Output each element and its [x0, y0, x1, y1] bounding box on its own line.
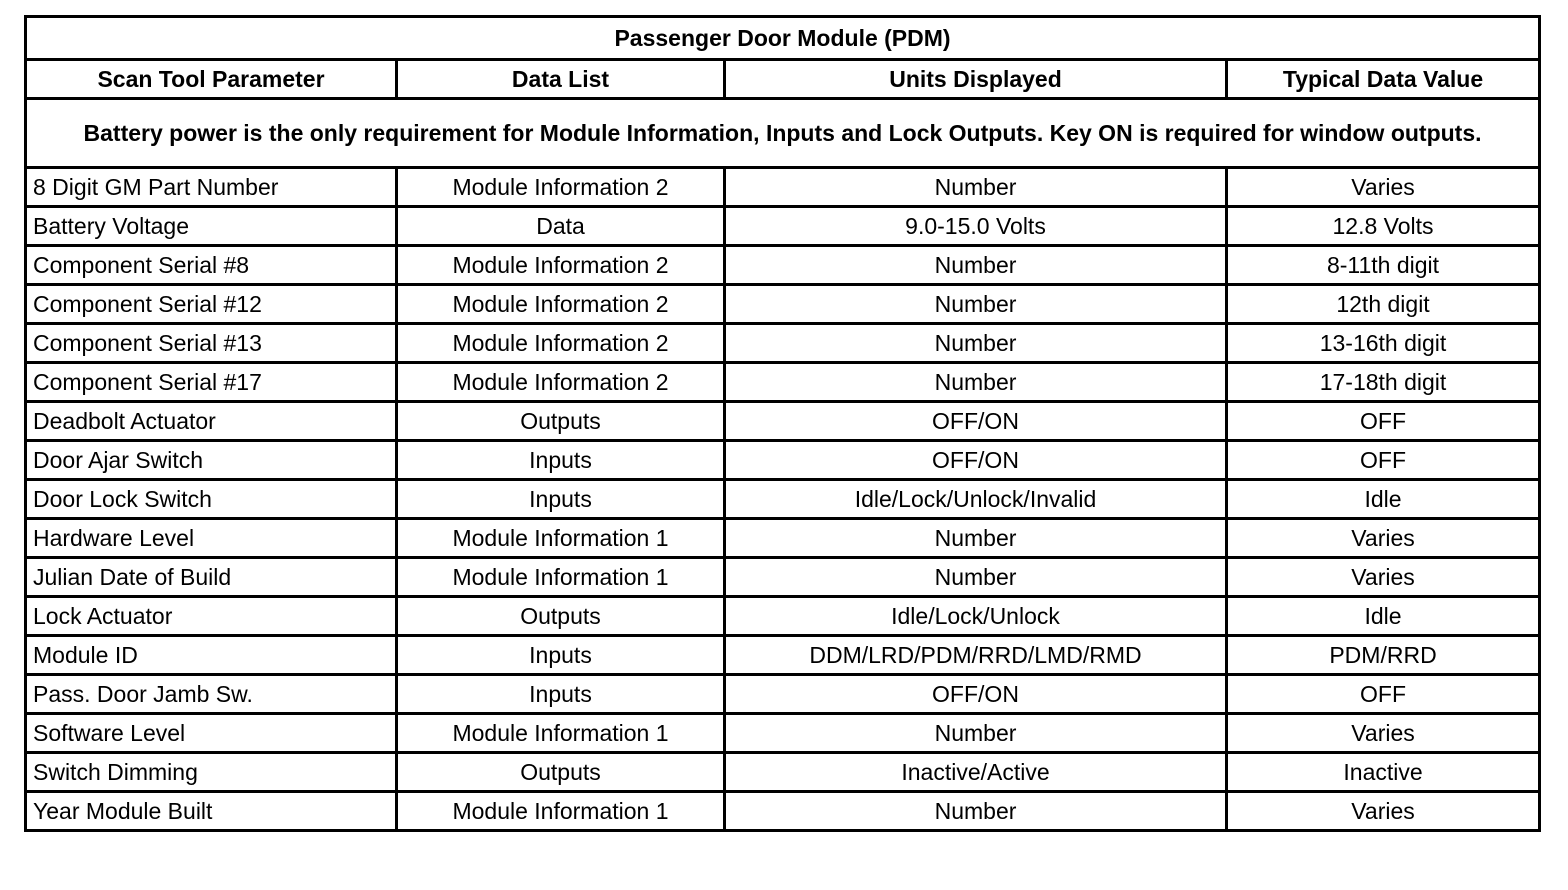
cell-data-list: Outputs	[397, 753, 725, 792]
cell-parameter: Lock Actuator	[26, 597, 397, 636]
cell-data-list: Module Information 1	[397, 519, 725, 558]
cell-typical-value: OFF	[1227, 675, 1540, 714]
column-header-units: Units Displayed	[725, 60, 1227, 99]
cell-typical-value: 17-18th digit	[1227, 363, 1540, 402]
table-row	[26, 597, 1540, 636]
cell-parameter: Deadbolt Actuator	[26, 402, 397, 441]
cell-units: Number	[725, 246, 1227, 285]
table-row	[26, 480, 1540, 519]
cell-typical-value: Varies	[1227, 792, 1540, 831]
table-row	[26, 168, 1540, 207]
table-row	[26, 558, 1540, 597]
cell-units: Number	[725, 168, 1227, 207]
table-row	[26, 519, 1540, 558]
table-row	[26, 753, 1540, 792]
cell-parameter: Component Serial #17	[26, 363, 397, 402]
table-row	[26, 363, 1540, 402]
table-row	[26, 402, 1540, 441]
column-header-parameter: Scan Tool Parameter	[26, 60, 397, 99]
table-title-row	[26, 17, 1540, 60]
cell-units: OFF/ON	[725, 675, 1227, 714]
cell-typical-value: Idle	[1227, 597, 1540, 636]
cell-data-list: Outputs	[397, 597, 725, 636]
cell-typical-value: 13-16th digit	[1227, 324, 1540, 363]
requirement-note-row	[26, 99, 1540, 168]
requirement-note: Battery power is the only requirement for Module Information, Inputs and Lock Outputs. Key ON is required for window outputs.	[26, 99, 1540, 168]
cell-typical-value: 8-11th digit	[1227, 246, 1540, 285]
table-row	[26, 207, 1540, 246]
cell-parameter: Pass. Door Jamb Sw.	[26, 675, 397, 714]
cell-parameter: Component Serial #13	[26, 324, 397, 363]
table-body	[26, 168, 1540, 831]
cell-typical-value: Varies	[1227, 519, 1540, 558]
table-row	[26, 285, 1540, 324]
cell-data-list: Module Information 1	[397, 558, 725, 597]
cell-units: OFF/ON	[725, 441, 1227, 480]
table-row	[26, 324, 1540, 363]
cell-data-list: Module Information 2	[397, 363, 725, 402]
cell-data-list: Inputs	[397, 441, 725, 480]
table-row	[26, 636, 1540, 675]
cell-parameter: Component Serial #8	[26, 246, 397, 285]
cell-units: Number	[725, 363, 1227, 402]
cell-data-list: Module Information 2	[397, 246, 725, 285]
cell-units: Idle/Lock/Unlock	[725, 597, 1227, 636]
column-header-row	[26, 60, 1540, 99]
cell-units: Number	[725, 285, 1227, 324]
cell-data-list: Data	[397, 207, 725, 246]
cell-units: OFF/ON	[725, 402, 1227, 441]
table-title: Passenger Door Module (PDM)	[26, 17, 1540, 60]
cell-data-list: Inputs	[397, 480, 725, 519]
column-header-data-list: Data List	[397, 60, 725, 99]
cell-typical-value: Inactive	[1227, 753, 1540, 792]
cell-units: Number	[725, 714, 1227, 753]
cell-typical-value: OFF	[1227, 441, 1540, 480]
cell-parameter: Switch Dimming	[26, 753, 397, 792]
cell-units: Inactive/Active	[725, 753, 1227, 792]
cell-data-list: Module Information 2	[397, 285, 725, 324]
cell-data-list: Inputs	[397, 675, 725, 714]
pdm-data-table	[24, 15, 1541, 832]
cell-data-list: Module Information 1	[397, 714, 725, 753]
cell-parameter: Door Lock Switch	[26, 480, 397, 519]
table-row	[26, 714, 1540, 753]
cell-typical-value: 12.8 Volts	[1227, 207, 1540, 246]
cell-parameter: Door Ajar Switch	[26, 441, 397, 480]
cell-typical-value: OFF	[1227, 402, 1540, 441]
cell-typical-value: Varies	[1227, 168, 1540, 207]
cell-parameter: 8 Digit GM Part Number	[26, 168, 397, 207]
cell-typical-value: PDM/RRD	[1227, 636, 1540, 675]
cell-data-list: Inputs	[397, 636, 725, 675]
cell-parameter: Hardware Level	[26, 519, 397, 558]
cell-units: DDM/LRD/PDM/RRD/LMD/RMD	[725, 636, 1227, 675]
cell-parameter: Software Level	[26, 714, 397, 753]
cell-units: Idle/Lock/Unlock/Invalid	[725, 480, 1227, 519]
cell-typical-value: 12th digit	[1227, 285, 1540, 324]
table-row	[26, 792, 1540, 831]
cell-data-list: Outputs	[397, 402, 725, 441]
cell-parameter: Julian Date of Build	[26, 558, 397, 597]
cell-units: Number	[725, 558, 1227, 597]
cell-parameter: Battery Voltage	[26, 207, 397, 246]
cell-parameter: Year Module Built	[26, 792, 397, 831]
cell-data-list: Module Information 2	[397, 168, 725, 207]
cell-units: Number	[725, 324, 1227, 363]
cell-units: Number	[725, 519, 1227, 558]
table-row	[26, 675, 1540, 714]
column-header-typical-value: Typical Data Value	[1227, 60, 1540, 99]
cell-units: Number	[725, 792, 1227, 831]
cell-parameter: Module ID	[26, 636, 397, 675]
cell-data-list: Module Information 2	[397, 324, 725, 363]
cell-parameter: Component Serial #12	[26, 285, 397, 324]
cell-typical-value: Varies	[1227, 714, 1540, 753]
table-row	[26, 246, 1540, 285]
cell-data-list: Module Information 1	[397, 792, 725, 831]
cell-units: 9.0-15.0 Volts	[725, 207, 1227, 246]
cell-typical-value: Varies	[1227, 558, 1540, 597]
table-row	[26, 441, 1540, 480]
cell-typical-value: Idle	[1227, 480, 1540, 519]
